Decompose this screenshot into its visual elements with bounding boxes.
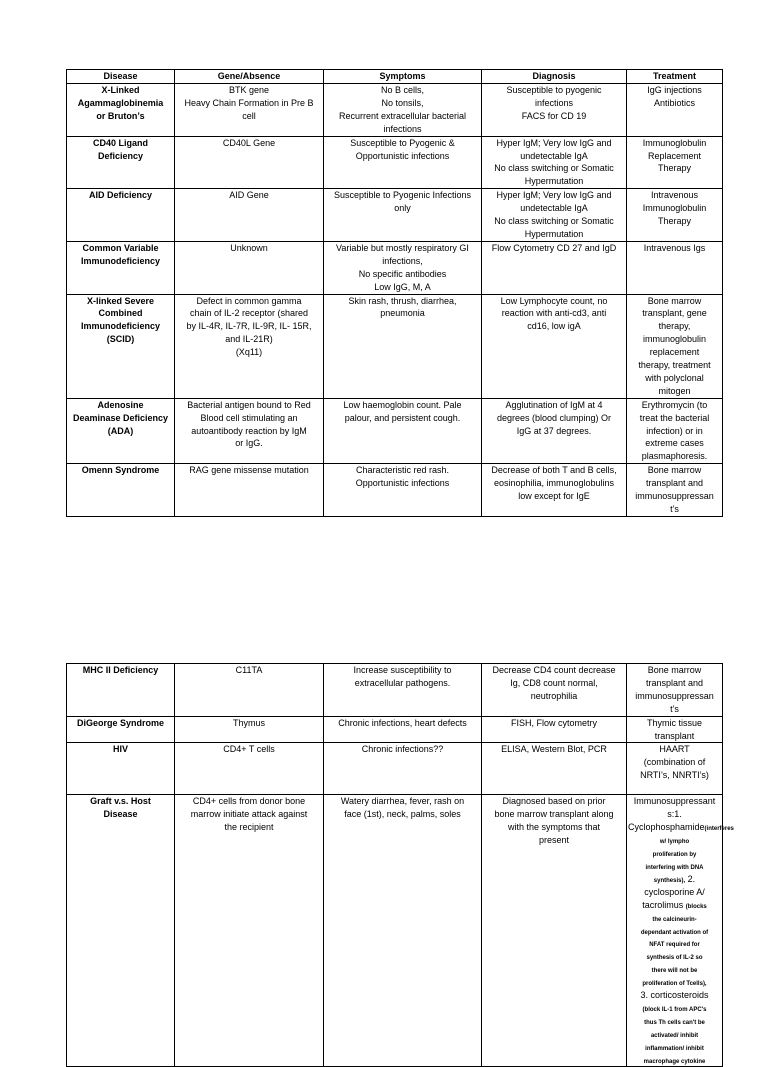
treatment-text: 2. cyclosporine A/ tacrolimus — [642, 873, 705, 910]
table-row — [67, 664, 723, 717]
immunodeficiency-table-2 — [66, 663, 734, 1067]
disease-cell: MHC II Deficiency — [67, 664, 175, 717]
gene-cell: Unknown — [175, 241, 324, 294]
symptoms-cell: Susceptible to Pyogenic Infections only — [324, 189, 482, 242]
treatment-note: (interferes w/ lympho proliferation by interfering with DNA synthesis), — [645, 826, 734, 884]
gene-cell: RAG gene missense mutation — [175, 464, 324, 517]
table-row — [67, 716, 723, 743]
table-row — [67, 241, 723, 294]
treatment-cell: Thymic tissue transplant — [627, 716, 723, 743]
gene-cell: Defect in common gamma chain of IL-2 receptor (shared by IL-4R, IL-7R, IL-9R, IL- 15R, and IL-21R) (Xq11) — [175, 294, 324, 398]
table-row — [67, 464, 723, 517]
symptoms-cell: Variable but mostly respiratory GI infections, No specific antibodies Low IgG, M, A — [324, 241, 482, 294]
gene-cell: Bacterial antigen bound to Red Blood cell stimulating an autoantibody reaction by IgM or IgG. — [175, 398, 324, 464]
symptoms-cell: Chronic infections?? — [324, 743, 482, 795]
symptoms-cell: Low haemoglobin count. Pale palour, and persistent cough. — [324, 398, 482, 464]
disease-cell: Adenosine Deaminase Deficiency (ADA) — [67, 398, 175, 464]
gene-cell: AID Gene — [175, 189, 324, 242]
symptoms-cell: Chronic infections, heart defects — [324, 716, 482, 743]
table-row — [67, 795, 723, 1067]
table-row — [67, 189, 723, 242]
table-row — [67, 136, 723, 189]
diagnosis-cell: FISH, Flow cytometry — [482, 716, 627, 743]
gene-cell: Thymus — [175, 716, 324, 743]
diagnosis-cell: Decrease of both T and B cells, eosinophilia, immunoglobulins low except for IgE — [482, 464, 627, 517]
symptoms-cell: Characteristic red rash. Opportunistic infections — [324, 464, 482, 517]
gene-cell: C11TA — [175, 664, 324, 717]
gene-cell: CD40L Gene — [175, 136, 324, 189]
treatment-cell: Bone marrow transplant and immunosuppressan t’s — [627, 464, 723, 517]
treatment-cell: Bone marrow transplant and immunosuppressan t’s — [627, 664, 723, 717]
treatment-cell: Bone marrow transplant, gene therapy, immunoglobulin replacement therapy, treatment with polyclonal mitogen — [627, 294, 723, 398]
symptoms-cell: Skin rash, thrush, diarrhea, pneumonia — [324, 294, 482, 398]
table-row — [67, 398, 723, 464]
treatment-cell: HAART (combination of NRTI’s, NNRTI’s) — [627, 743, 723, 795]
disease-cell: Omenn Syndrome — [67, 464, 175, 517]
table-row — [67, 743, 723, 795]
treatment-note: (blocks the calcineurin- dependant activation of NFAT required for synthesis of IL-2 so there will not be proliferation of Tcells), — [640, 903, 709, 988]
disease-cell: CD40 Ligand Deficiency — [67, 136, 175, 189]
diagnosis-cell: Hyper IgM; Very low IgG and undetectable IgA No class switching or Somatic Hypermutation — [482, 189, 627, 242]
treatment-cell: Intravenous Igs — [627, 241, 723, 294]
gene-cell: CD4+ T cells — [175, 743, 324, 795]
symptoms-cell: Susceptible to Pyogenic & Opportunistic infections — [324, 136, 482, 189]
disease-cell: AID Deficiency — [67, 189, 175, 242]
header-treatment: Treatment — [627, 70, 723, 84]
table-row — [67, 294, 723, 398]
diagnosis-cell: Low Lymphocyte count, no reaction with anti-cd3, anti cd16, low igA — [482, 294, 627, 398]
immunodeficiency-table-1 — [66, 69, 723, 517]
treatment-cell: Intravenous Immunoglobulin Therapy — [627, 189, 723, 242]
treatment-cell: Immunoglobulin Replacement Therapy — [627, 136, 723, 189]
treatment-text: 3. corticosteroids — [640, 990, 709, 1001]
treatment-cell — [627, 795, 734, 1067]
disease-cell: X-linked Severe Combined Immunodeficiency (SCID) — [67, 294, 175, 398]
header-symptoms: Symptoms — [324, 70, 482, 84]
disease-cell: X-Linked Agammaglobinemia or Bruton’s — [67, 84, 175, 137]
gene-cell: CD4+ cells from donor bone marrow initiate attack against the recipient — [175, 795, 324, 1067]
treatment-cell: IgG injections Antibiotics — [627, 84, 723, 137]
diagnosis-cell: ELISA, Western Blot, PCR — [482, 743, 627, 795]
symptoms-cell: Increase susceptibility to extracellular pathogens. — [324, 664, 482, 717]
treatment-note: (block IL-1 from APC's thus Th cells can't be activated/ inhibit inflammation/ inhibit macrophage cytokine — [642, 1006, 707, 1065]
symptoms-cell: Watery diarrhea, fever, rash on face (1st), neck, palms, soles — [324, 795, 482, 1067]
diagnosis-cell: Flow Cytometry CD 27 and IgD — [482, 241, 627, 294]
symptoms-cell: No B cells, No tonsils, Recurrent extracellular bacterial infections — [324, 84, 482, 137]
diagnosis-cell: Hyper IgM; Very low IgG and undetectable IgA No class switching or Somatic Hypermutation — [482, 136, 627, 189]
disease-cell: Graft v.s. Host Disease — [67, 795, 175, 1067]
treatment-cell: Erythromycin (to treat the bacterial infection) or in extreme cases plasmaphoresis. — [627, 398, 723, 464]
diagnosis-cell: Agglutination of IgM at 4 degrees (blood clumping) Or IgG at 37 degrees. — [482, 398, 627, 464]
header-row — [67, 70, 723, 84]
header-gene: Gene/Absence — [175, 70, 324, 84]
diagnosis-cell: Diagnosed based on prior bone marrow transplant along with the symptoms that present — [482, 795, 627, 1067]
header-diagnosis: Diagnosis — [482, 70, 627, 84]
gene-cell: BTK gene Heavy Chain Formation in Pre B cell — [175, 84, 324, 137]
disease-cell: Common Variable Immunodeficiency — [67, 241, 175, 294]
disease-cell: DiGeorge Syndrome — [67, 716, 175, 743]
disease-cell: HIV — [67, 743, 175, 795]
treatment-text: Immunosuppressant s:1. Cyclophosphamide — [628, 796, 716, 833]
header-disease: Disease — [67, 70, 175, 84]
table-row — [67, 84, 723, 137]
diagnosis-cell: Susceptible to pyogenic infections FACS for CD 19 — [482, 84, 627, 137]
diagnosis-cell: Decrease CD4 count decrease Ig, CD8 count normal, neutrophilia — [482, 664, 627, 717]
